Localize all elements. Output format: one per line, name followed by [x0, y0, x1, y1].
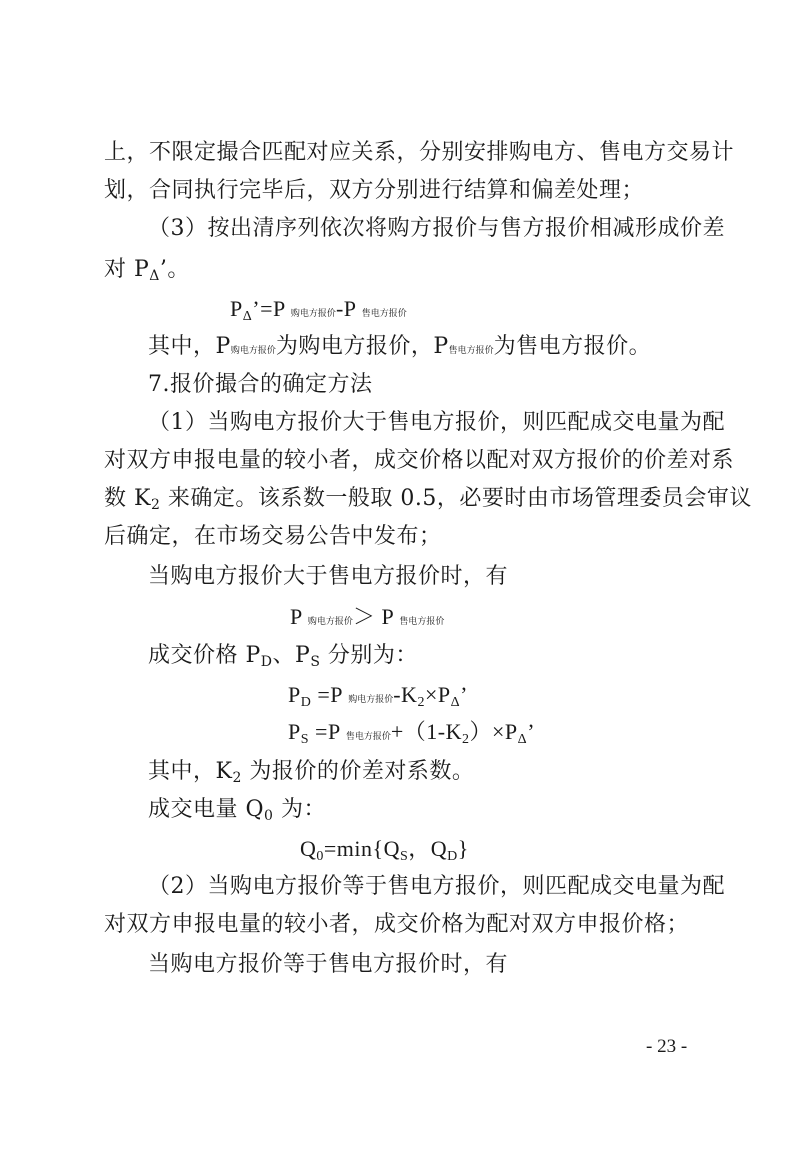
paragraph-line: （2）当购电方报价等于售电方报价，则匹配成交电量为配	[148, 874, 725, 899]
paragraph-line: 成交电量 $Q_0$ 为：	[148, 797, 326, 824]
paragraph-line: 对 $P_\Delta$’。	[104, 257, 190, 284]
paragraph-line: 后确定，在市场交易公告中发布；	[104, 524, 442, 549]
paragraph-line: 当购电方报价大于售电方报价时，有	[148, 564, 509, 589]
paragraph-line: 对双方申报电量的较小者，成交价格为配对双方申报价格；	[104, 912, 690, 937]
paragraph-line: 其中，P购电方报价为购电方报价，P售电方报价为售电方报价。	[148, 334, 652, 359]
paragraph-line: 成交价格 $P_D$、$P_S$ 分别为：	[148, 643, 418, 670]
page-number: - 23 -	[646, 1036, 688, 1057]
paragraph-line: （3）按出清序列依次将购方报价与售方报价相减形成价差	[148, 216, 725, 241]
paragraph-line: 上，不限定撮合匹配对应关系，分别安排购电方、售电方交易计	[104, 140, 735, 165]
formula-buyer-price: $P_D =P$ 购电方报价$-K_2\times P_\Delta$’	[288, 682, 468, 710]
paragraph-line: 对双方申报电量的较小者，成交价格以配对双方报价的价差对系	[104, 448, 735, 473]
section-heading: 7.报价撮合的确定方法	[148, 372, 373, 397]
paragraph-line: 数 $K_2$ 来确定。该系数一般取 0.5，必要时由市场管理委员会审议	[104, 486, 752, 513]
formula-price-difference: $P_\Delta’=P$ 购电方报价-P 售电方报价	[230, 296, 407, 324]
paragraph-line: 划，合同执行完毕后，双方分别进行结算和偏差处理；	[104, 178, 645, 203]
paragraph-line: 其中，$K_2$ 为报价的价差对系数。	[148, 759, 475, 786]
paragraph-line: 当购电方报价等于售电方报价时，有	[148, 952, 509, 977]
formula-trade-volume: $Q_0=\min\{Q_S$，$Q_D$}	[300, 836, 469, 864]
formula-comparison: P 购电方报价＞ P 售电方报价	[290, 604, 445, 629]
paragraph-line: （1）当购电方报价大于售电方报价，则匹配成交电量为配	[148, 410, 725, 435]
formula-seller-price: $P_S =P$ 售电方报价$+(1-K_2)\times P_\Delta$’	[288, 719, 536, 747]
